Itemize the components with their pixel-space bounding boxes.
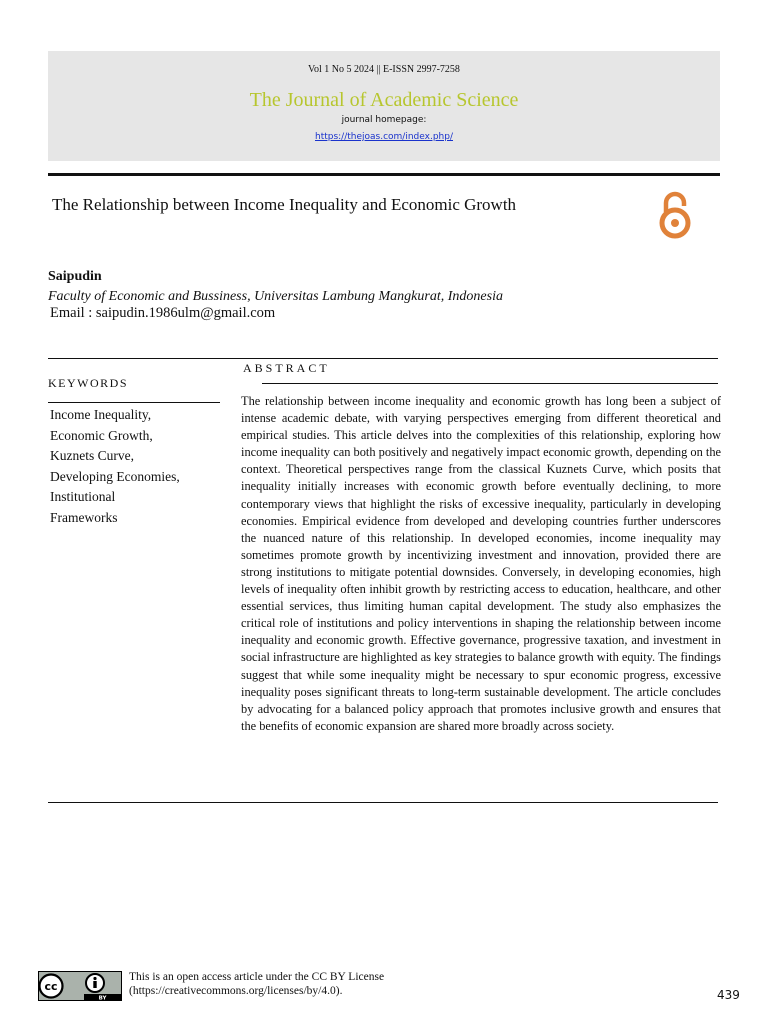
author-name: Saipudin bbox=[48, 269, 102, 284]
header-divider bbox=[48, 173, 720, 176]
license-line: This is an open access article under the CC BY License bbox=[129, 971, 385, 983]
cc-by-badge[interactable] bbox=[38, 971, 122, 1001]
abstract-heading-rule bbox=[262, 383, 718, 384]
keywords-heading: KEYWORDS bbox=[48, 376, 128, 390]
page-number: 439 bbox=[717, 988, 740, 1002]
license-notice bbox=[129, 970, 384, 998]
keyword-item: Frameworks bbox=[50, 509, 118, 525]
keyword-item: Developing Economies, bbox=[50, 468, 180, 484]
open-access-lock-icon bbox=[655, 190, 695, 240]
abstract-heading: ABSTRACT bbox=[243, 361, 330, 375]
abstract-bottom-rule bbox=[48, 802, 718, 803]
keyword-item: Kuznets Curve, bbox=[50, 448, 134, 463]
author-email: Email : saipudin.1986ulm@gmail.com bbox=[50, 305, 276, 321]
author-affiliation: Faculty of Economic and Bussiness, Universitas Lambung Mangkurat, Indonesia bbox=[48, 289, 503, 304]
volume-line: Vol 1 No 5 2024 || E-ISSN 2997-7258 bbox=[308, 64, 460, 75]
keywords-rule bbox=[48, 402, 220, 403]
journal-title: The Journal of Academic Science bbox=[249, 89, 519, 111]
keyword-item: Income Inequality, bbox=[50, 407, 152, 422]
abstract-body: The relationship between income inequality and economic growth has long been a subject of intense academic debate, with varying perspectives emerging from different theoretical and empirical studies. This article delves into the complexities of this relationship, exploring how income inequality can both positively and negatively impact economic growth, depending on the context. Theoretical perspectives range from the classical Kuznets Curve, which posits that inequality initially increases with economic growth before eventually declining, to more contemporary views that highlight the risks of excessive inequality, particularly in developing economies. Empirical evidence from developed and developing countries further underscores the nuanced nature of this relationship. In developed economies, income inequality may sometimes promote growth by incentivizing investment and innovation, provided there are strong institutions to mitigate potential downsides. Conversely, in developing economies, high levels of inequality often inhibit growth by restricting access to education, healthcare, and other essential services, thus limiting human capital development. The study also emphasizes the critical role of institutions and policy interventions in shaping the relationship between income inequality and economic growth. Effective governance, progressive taxation, and investment in social infrastructure are highlighted as key strategies to balance growth with equity. The findings suggest that while some inequality might be necessary to spur economic progress, excessive inequality poses significant threats to long-term sustainable development. The article concludes by advocating for a balanced policy approach that promotes inclusive growth and ensures that the benefits of economic expansion are shared more broadly across society. bbox=[241, 394, 722, 733]
cc-by-badge-text: BY bbox=[98, 995, 107, 1001]
homepage-label: journal homepage: bbox=[341, 115, 427, 125]
keyword-item: Economic Growth, bbox=[50, 427, 153, 443]
keywords-list bbox=[50, 405, 220, 528]
article-title: The Relationship between Income Inequality and Economic Growth bbox=[52, 195, 517, 214]
homepage-link[interactable]: https://thejoas.com/index.php/ bbox=[314, 132, 453, 142]
abstract-top-rule bbox=[48, 358, 718, 359]
license-link[interactable]: (https://creativecommons.org/licenses/by/4.0). bbox=[129, 985, 343, 997]
svg-text:cc: cc bbox=[44, 980, 58, 993]
keyword-item: Institutional bbox=[50, 489, 116, 504]
journal-header bbox=[48, 51, 720, 161]
